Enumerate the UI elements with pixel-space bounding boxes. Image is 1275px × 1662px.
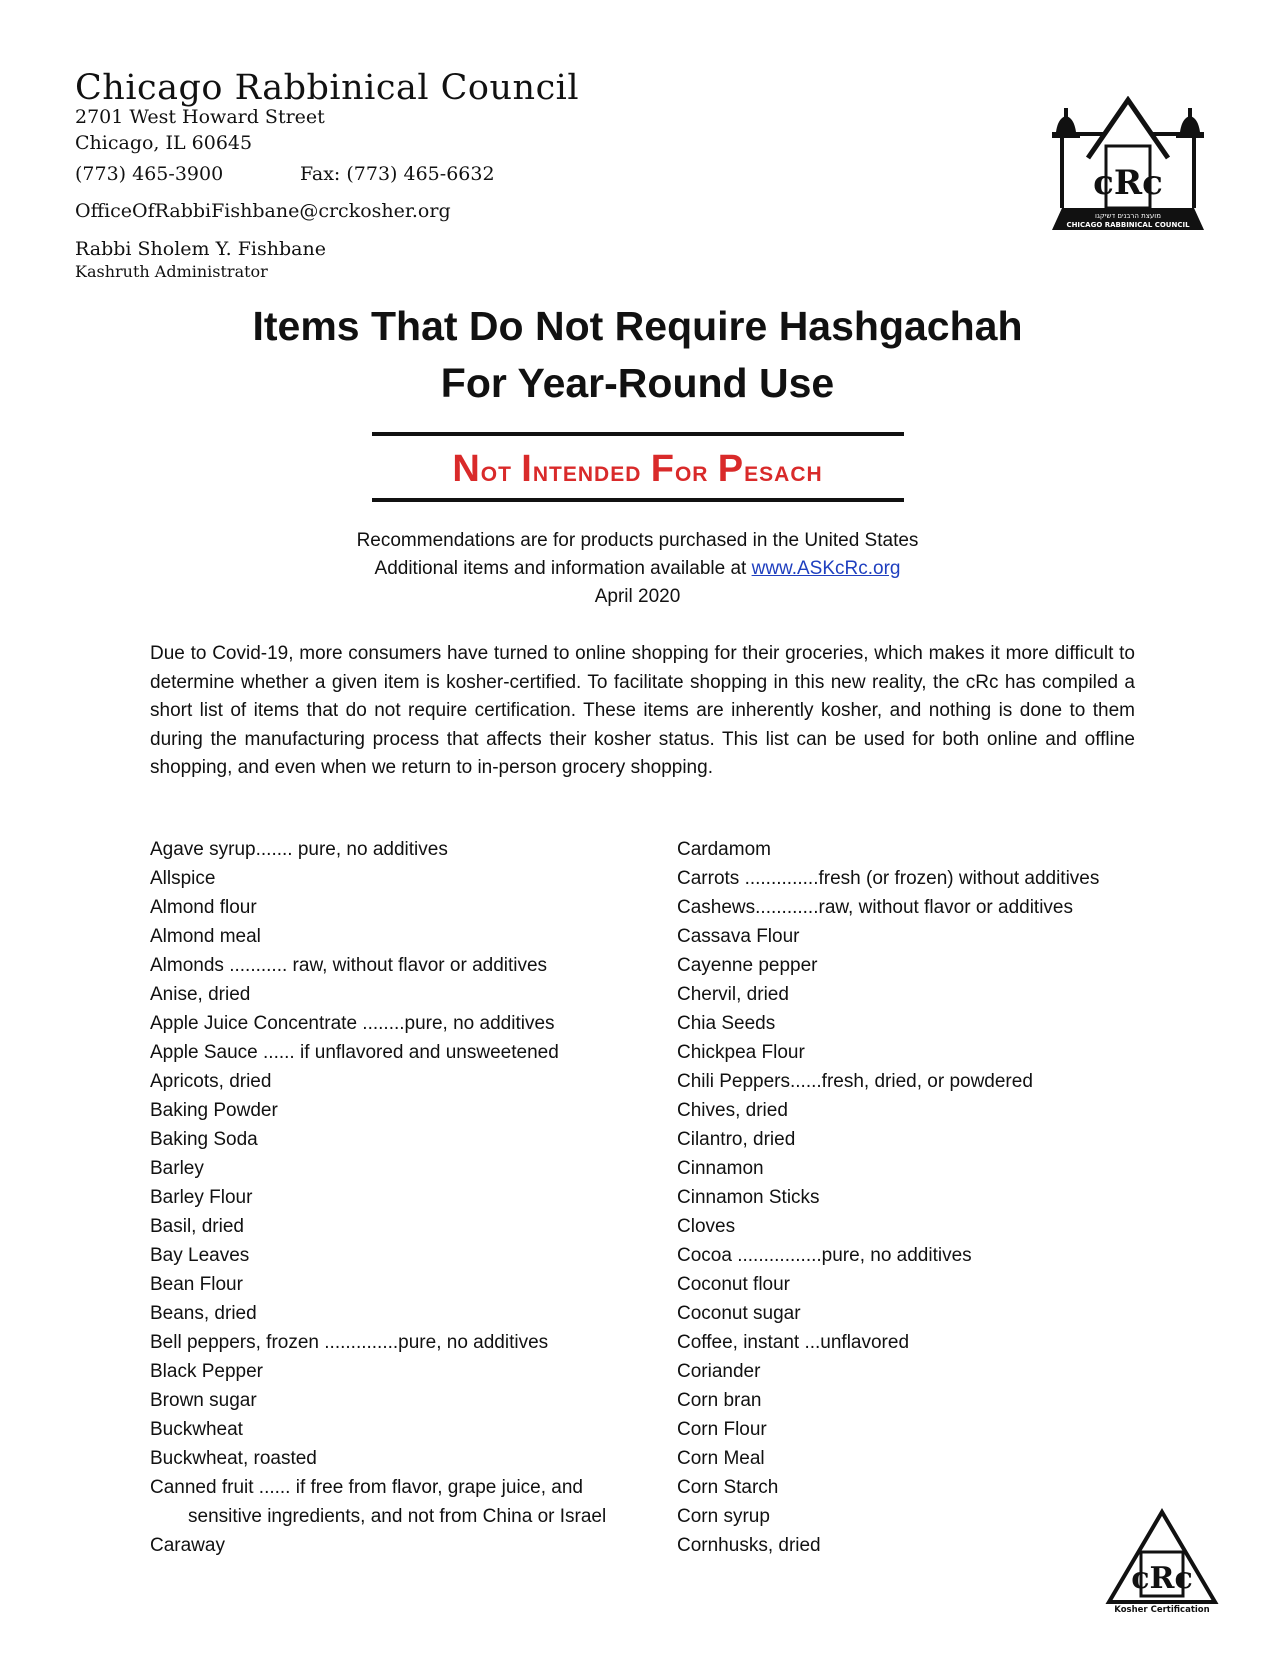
list-item: Coriander — [677, 1361, 761, 1382]
administrator-name: Rabbi Sholem Y. Fishbane — [75, 238, 326, 260]
list-item: Cornhusks, dried — [677, 1535, 821, 1556]
logo-bottom-monogram: cRc — [1131, 1561, 1193, 1596]
logo-bottom-caption: Kosher Certification — [1114, 1605, 1210, 1614]
list-item: Allspice — [150, 868, 216, 889]
list-item: Coconut flour — [677, 1274, 791, 1295]
list-item: Corn syrup — [677, 1506, 770, 1527]
list-item: Cinnamon — [677, 1158, 764, 1179]
list-item: Chia Seeds — [677, 1013, 776, 1034]
list-item: Beans, dried — [150, 1303, 257, 1324]
logo-hebrew-text: מועצת הרבנים דשיקגו — [1095, 212, 1161, 220]
list-item: Caraway — [150, 1535, 225, 1556]
list-item: Chives, dried — [677, 1100, 788, 1121]
address-line-2: Chicago, IL 60645 — [75, 132, 253, 154]
banner-rule-top — [372, 432, 904, 436]
list-item: Buckwheat, roasted — [150, 1448, 317, 1469]
intro-paragraph: Due to Covid-19, more consumers have turned to online shopping for their groceries, which makes it more difficult to determine whether a given item is kosher-certified. To facilitate shopping in this new reality, the cRc has compiled a short list of items that do not require certification. These items are inherently kosher, and nothing is done to them during the manufacturing process that affects their kosher status. This list can be used for both online and offline shopping, and even when we return to in-person grocery shopping. — [150, 643, 1135, 778]
list-item: Agave syrup....... pure, no additives — [150, 839, 448, 860]
list-item: Buckwheat — [150, 1419, 243, 1440]
administrator-title: Kashruth Administrator — [75, 262, 268, 281]
list-item: Cocoa ................pure, no additives — [677, 1245, 972, 1266]
list-item: Cinnamon Sticks — [677, 1187, 820, 1208]
recommendation-note: Recommendations are for products purchased in the United States — [356, 530, 919, 551]
crc-logo — [1048, 96, 1208, 232]
kosher-certification-logo — [1103, 1508, 1221, 1614]
fax-number: Fax: (773) 465-6632 — [300, 163, 495, 185]
item-list-right — [677, 835, 1177, 1560]
list-item: Chili Peppers......fresh, dried, or powdered — [677, 1071, 1033, 1092]
list-item: Bay Leaves — [150, 1245, 250, 1266]
list-item: Brown sugar — [150, 1390, 257, 1411]
not-for-pesach-banner: Not Intended For Pesach — [452, 448, 823, 490]
info-line: Additional items and information available at www.ASKcRc.org — [374, 558, 901, 579]
list-item: Carrots ..............fresh (or frozen) without additives — [677, 868, 1100, 889]
list-item: Chickpea Flour — [677, 1042, 805, 1063]
list-item: Corn Starch — [677, 1477, 779, 1498]
logo-band-text: CHICAGO RABBINICAL COUNCIL — [1066, 221, 1190, 229]
list-item: Bell peppers, frozen ..............pure, no additives — [150, 1332, 549, 1353]
list-item: Black Pepper — [150, 1361, 264, 1382]
title-line-1: Items That Do Not Require Hashgachah — [252, 303, 1023, 349]
list-item: Corn Flour — [677, 1419, 767, 1440]
list-item: Barley — [150, 1158, 204, 1179]
title-line-2: For Year-Round Use — [440, 360, 835, 406]
list-item: Cloves — [677, 1216, 736, 1237]
list-item: Cashews............raw, without flavor or additives — [677, 897, 1073, 918]
phone-number: (773) 465-3900 — [75, 163, 224, 185]
list-item: Canned fruit ...... if free from flavor, grape juice, and sensitive ingredients, and not from China or Israel — [150, 1477, 607, 1527]
list-item: Chervil, dried — [677, 984, 789, 1005]
email-address: OfficeOfRabbiFishbane@crckosher.org — [75, 200, 451, 222]
list-item: Bean Flour — [150, 1274, 243, 1295]
address-line-1: 2701 West Howard Street — [75, 106, 325, 128]
list-item: Corn Meal — [677, 1448, 765, 1469]
banner-rule-bottom — [372, 498, 904, 502]
website-link[interactable]: www.ASKcRc.org — [751, 558, 901, 579]
list-item: Barley Flour — [150, 1187, 253, 1208]
list-item: Almond meal — [150, 926, 261, 947]
list-item: Almond flour — [150, 897, 257, 918]
list-item: Apple Sauce ...... if unflavored and unsweetened — [150, 1042, 559, 1063]
list-item: Apple Juice Concentrate ........pure, no additives — [150, 1013, 555, 1034]
list-item: Almonds ........... raw, without flavor or additives — [150, 955, 548, 976]
item-list-left — [150, 835, 650, 1560]
list-item: Baking Soda — [150, 1129, 258, 1150]
document-date: April 2020 — [594, 586, 681, 607]
list-item: Apricots, dried — [150, 1071, 272, 1092]
page-title — [0, 298, 1275, 412]
list-item: Corn bran — [677, 1390, 762, 1411]
list-item: Coffee, instant ...unflavored — [677, 1332, 910, 1353]
list-item: Basil, dried — [150, 1216, 244, 1237]
list-item: Cilantro, dried — [677, 1129, 796, 1150]
list-item: Cayenne pepper — [677, 955, 818, 976]
list-item: Cassava Flour — [677, 926, 800, 947]
logo-monogram: cRc — [1093, 163, 1163, 203]
list-item: Coconut sugar — [677, 1303, 801, 1324]
list-item: Baking Powder — [150, 1100, 278, 1121]
organization-name: Chicago Rabbinical Council — [75, 68, 580, 108]
list-item: Anise, dried — [150, 984, 251, 1005]
list-item: Cardamom — [677, 839, 771, 860]
